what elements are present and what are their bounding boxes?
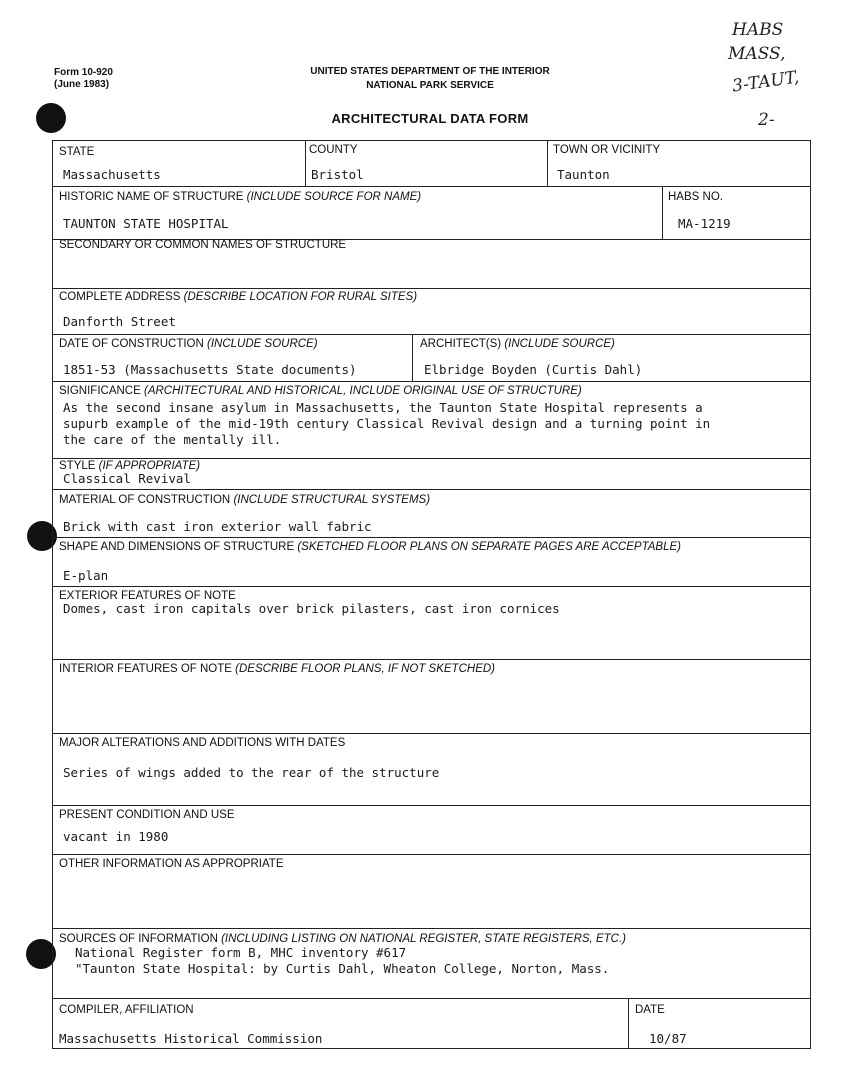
compiler-value: Massachusetts Historical Commission <box>59 1031 323 1046</box>
style-value: Classical Revival <box>63 471 191 486</box>
address-label: COMPLETE ADDRESS (DESCRIBE LOCATION FOR RURAL SITES) <box>59 291 418 303</box>
habs-no-label: HABS NO. <box>668 191 723 203</box>
address-value: Danforth Street <box>63 314 176 329</box>
handwritten-note-line-1: HABS <box>732 20 784 40</box>
county-value: Bristol <box>311 167 364 182</box>
significance-line-1: As the second insane asylum in Massachusetts, the Taunton State Hospital represents a <box>63 400 703 415</box>
county-label: COUNTY <box>309 144 358 156</box>
state-label: STATE <box>59 146 95 158</box>
alterations-label: MAJOR ALTERATIONS AND ADDITIONS WITH DATES <box>59 737 346 749</box>
condition-value: vacant in 1980 <box>63 829 169 844</box>
interior-label: INTERIOR FEATURES OF NOTE (DESCRIBE FLOOR PLANS, IF NOT SKETCHED) <box>59 663 495 675</box>
sources-label: SOURCES OF INFORMATION (INCLUDING LISTING ON NATIONAL REGISTER, STATE REGISTERS, ETC.) <box>59 933 626 945</box>
binder-hole-icon <box>36 103 66 133</box>
exterior-label: EXTERIOR FEATURES OF NOTE <box>59 590 236 602</box>
significance-line-3: the care of the mentally ill. <box>63 432 282 447</box>
town-value: Taunton <box>557 167 610 182</box>
department-name: UNITED STATES DEPARTMENT OF THE INTERIOR <box>310 66 550 77</box>
architects-label: ARCHITECT(S) (INCLUDE SOURCE) <box>420 338 615 350</box>
exterior-value: Domes, cast iron capitals over brick pilasters, cast iron cornices <box>63 601 560 616</box>
habs-no-value: MA-1219 <box>678 216 731 231</box>
date-label: DATE <box>635 1004 665 1016</box>
secondary-names-label: SECONDARY OR COMMON NAMES OF STRUCTURE <box>59 239 347 251</box>
form-date: (June 1983) <box>54 79 110 90</box>
handwritten-note-line-2: MASS, <box>728 44 786 64</box>
shape-value: E-plan <box>63 568 109 583</box>
historic-name-value: TAUNTON STATE HOSPITAL <box>63 216 229 231</box>
page-title: ARCHITECTURAL DATA FORM <box>331 111 529 126</box>
handwritten-note-line-3: 3-TAUT, <box>730 67 801 97</box>
service-name: NATIONAL PARK SERVICE <box>366 80 494 91</box>
historic-name-label: HISTORIC NAME OF STRUCTURE (INCLUDE SOURCE FOR NAME) <box>59 191 422 203</box>
date-of-construction-value: 1851-53 (Massachusetts State documents) <box>63 362 357 377</box>
other-info-label: OTHER INFORMATION AS APPROPRIATE <box>59 858 284 870</box>
material-label: MATERIAL OF CONSTRUCTION (INCLUDE STRUCTURAL SYSTEMS) <box>59 494 431 506</box>
state-value: Massachusetts <box>63 167 161 182</box>
form-number: Form 10-920 <box>54 67 113 78</box>
compiler-label: COMPILER, AFFILIATION <box>59 1004 194 1016</box>
style-label: STYLE (IF APPROPRIATE) <box>59 460 201 472</box>
form-grid <box>52 140 811 1049</box>
significance-label: SIGNIFICANCE (ARCHITECTURAL AND HISTORICAL, INCLUDE ORIGINAL USE OF STRUCTURE) <box>59 385 582 397</box>
town-label: TOWN OR VICINITY <box>553 144 661 156</box>
material-value: Brick with cast iron exterior wall fabric <box>63 519 372 534</box>
date-of-construction-label: DATE OF CONSTRUCTION (INCLUDE SOURCE) <box>59 338 318 350</box>
architects-value: Elbridge Boyden (Curtis Dahl) <box>424 362 643 377</box>
date-value: 10/87 <box>649 1031 687 1046</box>
alterations-value: Series of wings added to the rear of the structure <box>63 765 440 780</box>
sources-line-1: National Register form B, MHC inventory #617 <box>75 945 407 960</box>
handwritten-note-line-4: 2- <box>758 110 775 130</box>
shape-label: SHAPE AND DIMENSIONS OF STRUCTURE (SKETCHED FLOOR PLANS ON SEPARATE PAGES ARE ACCEPTABLE) <box>59 541 681 553</box>
significance-line-2: supurb example of the mid-19th century Classical Revival design and a turning point in <box>63 416 711 431</box>
condition-label: PRESENT CONDITION AND USE <box>59 809 235 821</box>
sources-line-2: "Taunton State Hospital: by Curtis Dahl, Wheaton College, Norton, Mass. <box>75 961 610 976</box>
